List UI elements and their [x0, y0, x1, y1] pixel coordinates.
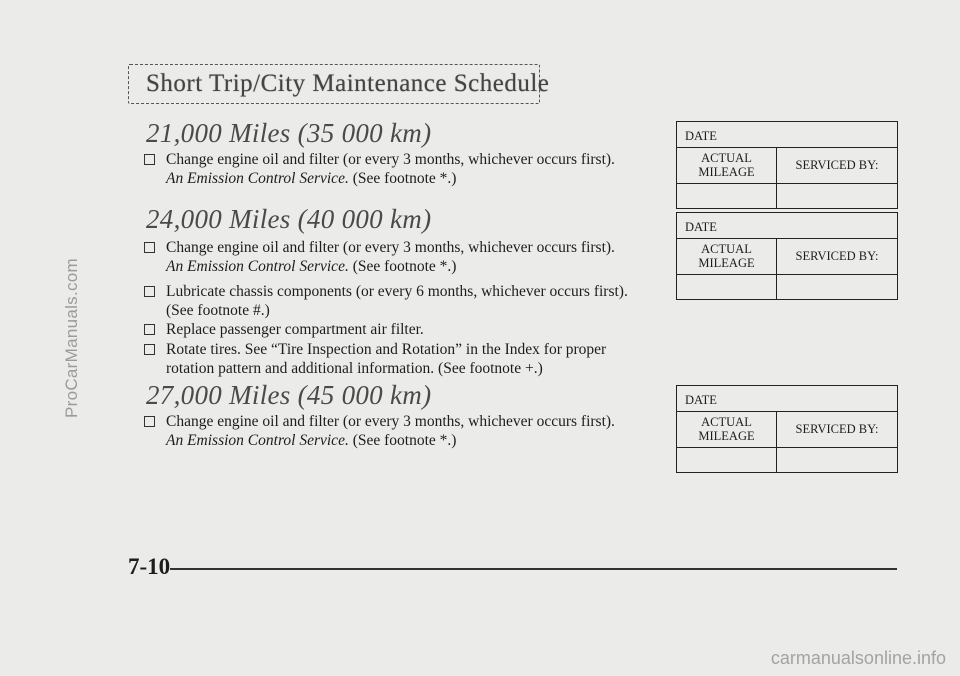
- task-footnote: (See footnote *.): [348, 432, 457, 449]
- task-27000-oil-change: [166, 412, 615, 450]
- task-24000-oil-change: [166, 238, 615, 276]
- actual-mileage-cell[interactable]: [677, 448, 777, 472]
- task-text: Change engine oil and filter (or every 3 months, whichever occurs first).: [166, 413, 615, 430]
- task-footnote: (See footnote *.): [348, 170, 457, 187]
- date-cell[interactable]: DATE: [677, 122, 897, 148]
- task-footnote: (See footnote #.): [166, 302, 270, 319]
- task-service-type: An Emission Control Service.: [166, 258, 349, 275]
- section-heading-21000: 21,000 Miles (35 000 km): [146, 118, 432, 148]
- serviced-by-cell[interactable]: [777, 184, 897, 208]
- serviced-by-cell[interactable]: [777, 275, 897, 299]
- actual-mileage-cell[interactable]: [677, 275, 777, 299]
- actual-mileage-header: ACTUAL MILEAGE: [677, 148, 777, 183]
- actual-mileage-cell[interactable]: [677, 184, 777, 208]
- serviced-by-header: SERVICED BY:: [795, 158, 879, 172]
- bottom-watermark: carmanualsonline.info: [770, 648, 946, 668]
- task-checkbox[interactable]: [144, 416, 155, 427]
- serviced-by-cell[interactable]: [777, 448, 897, 472]
- task-text: Change engine oil and filter (or every 3 months, whichever occurs first).: [166, 239, 615, 256]
- date-cell[interactable]: DATE: [677, 386, 897, 412]
- task-checkbox[interactable]: [144, 286, 155, 297]
- task-footnote: (See footnote *.): [348, 258, 457, 275]
- serviced-by-header: SERVICED BY:: [795, 422, 879, 436]
- task-footnote: rotation pattern and additional information. (See footnote +.): [166, 360, 543, 377]
- task-text: Lubricate chassis components (or every 6 months, whichever occurs first).: [166, 283, 628, 300]
- task-text: Change engine oil and filter (or every 3 months, whichever occurs first).: [166, 151, 615, 168]
- actual-mileage-header: ACTUAL MILEAGE: [677, 239, 777, 274]
- task-checkbox[interactable]: [144, 344, 155, 355]
- service-record-table-21000: [676, 121, 898, 209]
- task-text: Rotate tires. See “Tire Inspection and Rotation” in the Index for proper: [166, 341, 607, 358]
- task-service-type: An Emission Control Service.: [166, 170, 349, 187]
- page-title: Short Trip/City Maintenance Schedule: [146, 70, 550, 97]
- section-heading-27000: 27,000 Miles (45 000 km): [146, 380, 432, 410]
- side-watermark: ProCarManuals.com: [62, 257, 81, 419]
- task-24000-rotate-tires: [166, 340, 606, 378]
- actual-mileage-header: ACTUAL MILEAGE: [677, 412, 777, 447]
- serviced-by-header: SERVICED BY:: [795, 249, 879, 263]
- date-cell[interactable]: DATE: [677, 213, 897, 239]
- task-checkbox[interactable]: [144, 154, 155, 165]
- service-record-table-27000: [676, 385, 898, 473]
- task-checkbox[interactable]: [144, 324, 155, 335]
- task-24000-lubricate-chassis: [166, 282, 628, 320]
- task-21000-oil-change: [166, 150, 615, 188]
- footer-rule: [170, 568, 897, 570]
- task-24000-replace-air-filter: [166, 320, 424, 339]
- task-service-type: An Emission Control Service.: [166, 432, 349, 449]
- task-text: Replace passenger compartment air filter.: [166, 321, 424, 338]
- section-heading-24000: 24,000 Miles (40 000 km): [146, 204, 432, 234]
- service-record-table-24000: [676, 212, 898, 300]
- task-checkbox[interactable]: [144, 242, 155, 253]
- page-number: 7-10: [128, 554, 171, 579]
